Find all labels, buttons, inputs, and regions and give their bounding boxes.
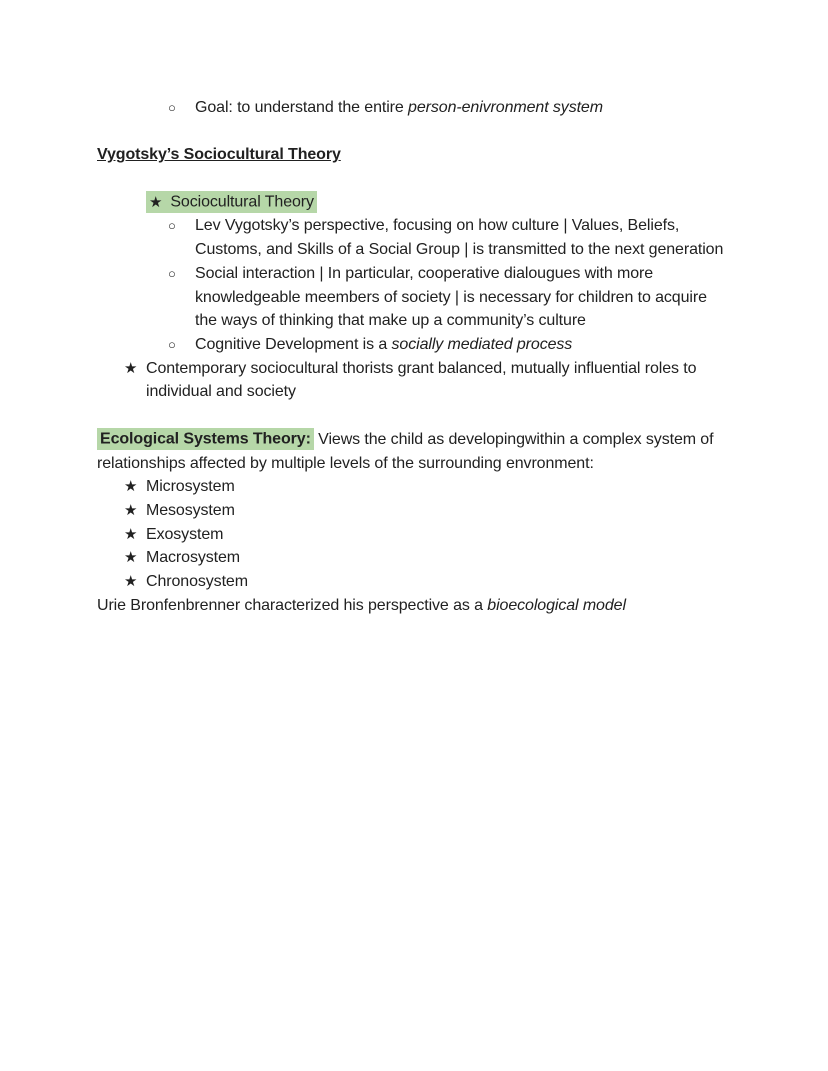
bullet-microsystem-text: Microsystem bbox=[146, 478, 235, 496]
closing-line-italic: bioecological model bbox=[487, 596, 626, 614]
star-bullet-icon: ★ bbox=[149, 193, 163, 211]
sub-bullet-social-text: Social interaction | In particular, cooperative dialougues with more knowledgeable meembers of society | is necessary for children to acquire the ways of thinking that make up a community’s culture bbox=[195, 264, 707, 330]
star-bullet-icon: ★ bbox=[124, 359, 138, 377]
circle-bullet-icon: ○ bbox=[168, 337, 176, 352]
bullet-chronosystem bbox=[97, 570, 730, 594]
sub-bullet-lev bbox=[97, 214, 730, 261]
sub-bullet-lev-text: Lev Vygotsky’s perspective, focusing on how culture | Values, Beliefs, Customs, and Skills of a Social Group | is transmitted to the next generation bbox=[195, 217, 724, 259]
sociocultural-theory-highlight bbox=[146, 191, 317, 213]
bullet-contemporary-text: Contemporary sociocultural thorists grant balanced, mutually influential roles to individual and society bbox=[146, 359, 697, 401]
cognitive-text-italic: socially mediated process bbox=[391, 336, 573, 353]
goal-text bbox=[195, 99, 603, 116]
bullet-contemporary bbox=[97, 357, 730, 404]
star-bullet-icon: ★ bbox=[124, 573, 138, 591]
bullet-chronosystem-text: Chronosystem bbox=[146, 573, 248, 591]
closing-line-prefix: Urie Bronfenbrenner characterized his perspective as a bbox=[97, 596, 488, 614]
circle-bullet-icon: ○ bbox=[168, 265, 176, 281]
bullet-mesosystem-text: Mesosystem bbox=[146, 501, 235, 519]
highlighted-text: Sociocultural Theory bbox=[170, 193, 314, 211]
sociocultural-list bbox=[97, 191, 730, 404]
bullet-macrosystem-text: Macrosystem bbox=[146, 549, 241, 567]
systems-list bbox=[97, 475, 730, 594]
ecological-paragraph-rest: Views the child as developingwithin a complex system of relationships affected by multiple levels of the surrounding envronment: bbox=[97, 430, 714, 472]
star-bullet-icon: ★ bbox=[124, 501, 138, 519]
star-bullet-icon: ★ bbox=[124, 549, 138, 567]
goal-bullet-item bbox=[97, 96, 730, 120]
sub-bullet-cognitive-text bbox=[195, 336, 572, 353]
star-bullet-icon: ★ bbox=[124, 478, 138, 496]
circle-bullet-icon: ○ bbox=[168, 218, 176, 234]
bullet-exosystem-text: Exosystem bbox=[146, 525, 224, 543]
ecological-paragraph bbox=[97, 428, 730, 475]
cognitive-text-prefix: Cognitive Development is a bbox=[195, 336, 392, 353]
bullet-mesosystem bbox=[97, 499, 730, 523]
goal-text-italic: person-enivronment system bbox=[408, 99, 603, 116]
bullet-microsystem bbox=[97, 475, 730, 499]
ecological-theory-highlight: Ecological Systems Theory: bbox=[97, 428, 314, 450]
sub-bullet-social bbox=[97, 262, 730, 333]
sub-bullet-cognitive bbox=[97, 333, 730, 357]
star-bullet-icon: ★ bbox=[124, 525, 138, 543]
bullet-sociocultural-theory bbox=[97, 191, 730, 215]
goal-list bbox=[97, 96, 730, 120]
bullet-macrosystem bbox=[97, 546, 730, 570]
circle-bullet-icon: ○ bbox=[168, 100, 176, 115]
bullet-exosystem bbox=[97, 523, 730, 547]
goal-text-prefix: Goal: to understand the entire bbox=[195, 99, 409, 116]
section-heading-vygotsky: Vygotsky’s Sociocultural Theory bbox=[97, 146, 341, 164]
closing-line bbox=[97, 594, 730, 618]
